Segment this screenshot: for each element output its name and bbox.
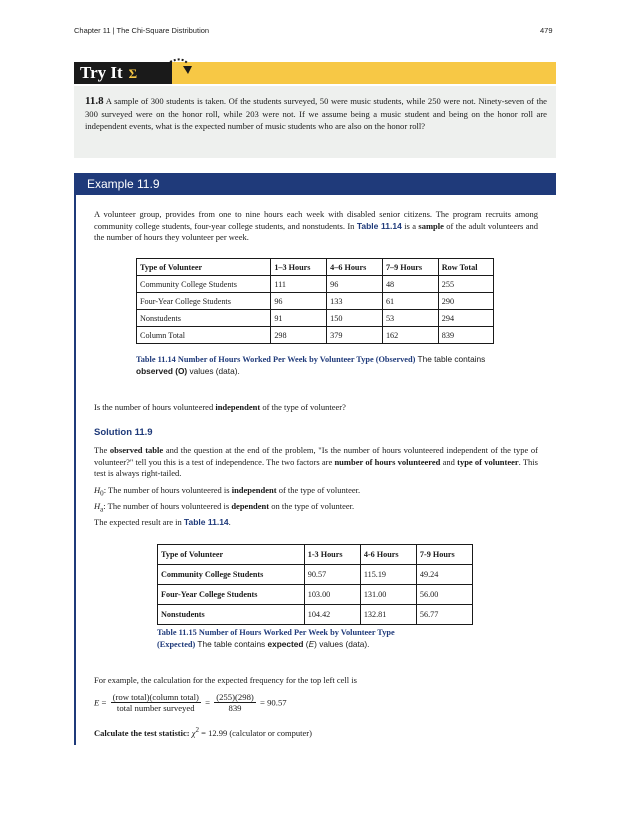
table-row-header: Community College Students	[158, 565, 305, 585]
hypothesis-symbol: H	[94, 501, 101, 511]
dotted-arrow-icon	[168, 56, 198, 82]
table-header-cell: 1–3 Hours	[271, 259, 327, 276]
equation-lhs: E	[94, 697, 100, 708]
solution-bold: type of volunteer	[457, 456, 519, 467]
table-row-header: Four-Year College Students	[158, 585, 305, 605]
expected-text: The expected result are in	[94, 517, 184, 527]
table-cell: 56.00	[416, 585, 472, 605]
table-header-cell: 4-6 Hours	[360, 545, 416, 565]
example-title: Example 11.9	[87, 177, 160, 191]
test-statistic	[94, 725, 538, 739]
table-cell: Column Total	[137, 327, 271, 344]
table-cell: 379	[327, 327, 383, 344]
intro-text: A volunteer group, provides from one to nine hours each week with disabled senior citizens. The program recruits among community college students, four-year college students, and nonstudents. In	[94, 209, 538, 231]
solution-paragraph	[94, 445, 538, 480]
solution-text: and the question at the end of the problem, "Is the number of hours volunteered independent of the type of volunteer?" tell you this is a test of independence. The two factors are	[94, 445, 538, 467]
equals-sign: =	[260, 697, 265, 708]
stat-label: Calculate the test statistic:	[94, 727, 190, 738]
try-it-label	[74, 62, 172, 84]
equals-sign: =	[205, 697, 211, 708]
caption-label: (Expected)	[157, 639, 196, 649]
table-cell: Community College Students	[137, 276, 271, 293]
table-cell: 61	[382, 293, 438, 310]
table-row	[158, 585, 473, 605]
expected-text: .	[228, 517, 231, 527]
expected-intro	[94, 517, 538, 529]
caption-text: The table contains	[415, 354, 486, 364]
numeric-fraction	[214, 692, 256, 713]
table-cell: 131.00	[360, 585, 416, 605]
table-row	[137, 327, 494, 344]
table-header-row	[137, 259, 494, 276]
hypothesis-bold: dependent	[231, 501, 270, 511]
fraction-numerator: (row total)(column total)	[112, 692, 199, 702]
table-row	[137, 293, 494, 310]
table-header-cell: 7-9 Hours	[416, 545, 472, 565]
solution-text: and	[440, 456, 458, 467]
table-link[interactable]: Table 11.14	[356, 220, 402, 231]
try-it-problem	[85, 95, 547, 133]
table-cell: 115.19	[360, 565, 416, 585]
chi-superscript: 2	[195, 726, 200, 734]
table-cell: 103.00	[304, 585, 360, 605]
fraction-denominator: total number surveyed	[116, 703, 195, 713]
table-header-cell: 7–9 Hours	[382, 259, 438, 276]
table-cell: 150	[327, 310, 383, 327]
table-header-cell: Type of Volunteer	[158, 545, 305, 565]
caption-bold: expected	[267, 638, 304, 649]
example-calculation-text: For example, the calculation for the expected frequency for the top left cell is	[94, 675, 357, 685]
fraction-numerator: (255)(298)	[216, 692, 254, 702]
caption-text: ) values (data).	[314, 638, 370, 649]
table-cell: 104.42	[304, 605, 360, 625]
try-it-text: A sample of 300 students is taken. Of the students surveyed, 50 were music students, while 250 were not. Ninety-seven of the 300 surveyed were on the honor roll, while 203 were not. If we assume being a music student and being on the honor roll are independent events, what is the expected number of music students who are also on the honor roll?	[85, 96, 547, 131]
sigma-icon: Σ	[128, 66, 138, 81]
table-cell: 53	[382, 310, 438, 327]
hypothesis-subscript: a	[100, 505, 104, 514]
table-row	[137, 310, 494, 327]
hypothesis-text: : The number of hours volunteered is	[103, 485, 232, 495]
equation-result: 90.57	[267, 697, 287, 708]
table-cell: 132.81	[360, 605, 416, 625]
hypothesis-symbol: H	[94, 485, 101, 495]
table-header-cell: Type of Volunteer	[137, 259, 271, 276]
intro-text: of the adult volunteers and the number of hours they volunteer per week.	[94, 220, 539, 242]
table-cell: 133	[327, 293, 383, 310]
chi-symbol: χ	[191, 727, 196, 738]
caption-text: The table contains	[195, 638, 268, 649]
table-cell: 56.77	[416, 605, 472, 625]
stat-value: = 12.99 (calculator or computer)	[199, 727, 312, 738]
running-header: Chapter 11 | The Chi-Square Distribution	[74, 26, 210, 35]
table-cell: Four-Year College Students	[137, 293, 271, 310]
solution-text: . This test is always right-tailed.	[94, 456, 538, 478]
alternative-hypothesis	[94, 501, 538, 516]
table-link[interactable]: Table 11.14	[183, 517, 229, 527]
question-bold: independent	[215, 402, 261, 412]
table-cell: 290	[438, 293, 493, 310]
example-side-rule	[74, 195, 76, 745]
try-it-title: Try It	[80, 63, 123, 82]
table-cell: 298	[271, 327, 327, 344]
caption-label: Table 11.15 Number of Hours Worked Per Week by Volunteer Type	[157, 628, 395, 637]
expected-table	[157, 544, 473, 625]
hypothesis-bold: independent	[231, 485, 277, 495]
table-cell: Nonstudents	[137, 310, 271, 327]
example-intro	[94, 209, 538, 244]
formula-fraction	[111, 692, 201, 713]
table-cell: 255	[438, 276, 493, 293]
table-cell: 162	[382, 327, 438, 344]
try-it-number: 11.8	[85, 95, 104, 107]
caption-label: Table 11.14 Number of Hours Worked Per Week by Volunteer Type (Observed)	[136, 355, 416, 364]
equals-sign: =	[101, 697, 107, 708]
table-cell: 294	[438, 310, 493, 327]
table-header-cell: 4–6 Hours	[327, 259, 383, 276]
table-row	[158, 565, 473, 585]
table-cell: 111	[271, 276, 327, 293]
table-header-cell: Row Total	[438, 259, 493, 276]
table-header-cell: 1-3 Hours	[304, 545, 360, 565]
null-hypothesis	[94, 485, 538, 500]
table-row	[137, 276, 494, 293]
table-header-row	[158, 545, 473, 565]
table-cell: 48	[382, 276, 438, 293]
page-number: 479	[540, 26, 553, 35]
caption-bold: observed (O)	[136, 365, 188, 376]
solution-bold: number of hours volunteered	[334, 456, 441, 467]
table-cell: 90.57	[304, 565, 360, 585]
table-cell: 839	[438, 327, 493, 344]
observed-table	[136, 258, 494, 344]
question-text: of the type of volunteer?	[260, 402, 346, 412]
expected-value-equation	[94, 692, 287, 713]
caption-italic: E	[308, 638, 315, 649]
question-text: Is the number of hours volunteered	[94, 402, 216, 412]
hypothesis-text: : The number of hours volunteered is	[103, 501, 232, 511]
table-row	[158, 605, 473, 625]
table-cell: 96	[327, 276, 383, 293]
table-cell: 49.24	[416, 565, 472, 585]
table-cell: 96	[271, 293, 327, 310]
fraction-denominator: 839	[228, 703, 242, 713]
table-caption-expected	[157, 627, 457, 650]
solution-bold: observed table	[109, 445, 164, 455]
intro-text: is a	[401, 220, 419, 231]
hypothesis-text: on the type of volunteer.	[269, 501, 355, 511]
hypothesis-subscript: 0	[100, 489, 104, 498]
table-caption-observed	[136, 354, 496, 377]
table-row-header: Nonstudents	[158, 605, 305, 625]
solution-text: The	[94, 445, 110, 455]
example-header	[74, 173, 556, 195]
hypothesis-text: of the type of volunteer.	[276, 485, 361, 495]
solution-title: Solution 11.9	[94, 427, 153, 438]
caption-text: values (data).	[187, 365, 240, 376]
table-cell: 91	[271, 310, 327, 327]
example-question	[94, 402, 538, 414]
caption-text: (	[303, 638, 309, 649]
intro-bold: sample	[418, 220, 444, 231]
